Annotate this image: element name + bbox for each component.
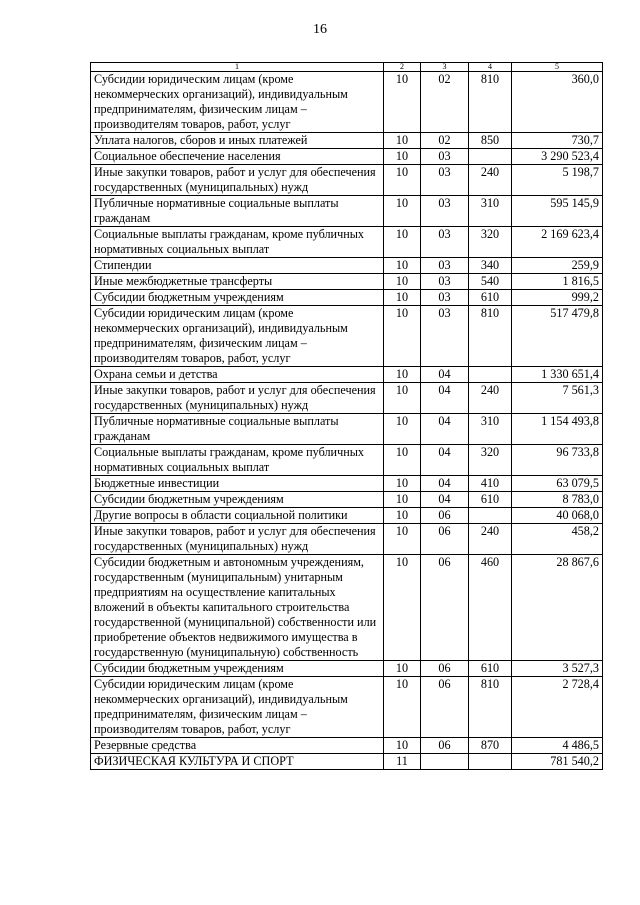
row-name: Публичные нормативные социальные выплаты гражданам	[91, 414, 384, 445]
row-expense-type: 870	[469, 738, 512, 754]
row-expense-type: 610	[469, 661, 512, 677]
row-subsection: 04	[421, 492, 469, 508]
row-section: 10	[384, 677, 421, 738]
row-section: 10	[384, 290, 421, 306]
row-name: Социальное обеспечение населения	[91, 149, 384, 165]
row-amount: 8 783,0	[512, 492, 603, 508]
row-subsection: 03	[421, 306, 469, 367]
table-row	[91, 274, 603, 290]
row-name: Субсидии бюджетным и автономным учреждениям, государственным (муниципальным) унитарным предприятиям на осуществление капитальных вложений в объекты капитального строительства государственной (муниципальной) собственности или приобретение объектов недвижимого имущества в государственную (муниципальную) собственность	[91, 555, 384, 661]
row-amount: 360,0	[512, 72, 603, 133]
table-row	[91, 258, 603, 274]
row-name: Иные закупки товаров, работ и услуг для обеспечения государственных (муниципальных) нужд	[91, 524, 384, 555]
row-amount: 3 527,3	[512, 661, 603, 677]
row-amount: 3 290 523,4	[512, 149, 603, 165]
row-expense-type: 240	[469, 524, 512, 555]
row-name: Стипендии	[91, 258, 384, 274]
row-section: 10	[384, 165, 421, 196]
table-row	[91, 133, 603, 149]
row-subsection: 03	[421, 227, 469, 258]
table-row	[91, 367, 603, 383]
row-expense-type: 320	[469, 445, 512, 476]
row-amount: 259,9	[512, 258, 603, 274]
row-name: ФИЗИЧЕСКАЯ КУЛЬТУРА И СПОРТ	[91, 754, 384, 770]
row-name: Субсидии юридическим лицам (кроме некоммерческих организаций), индивидуальным предпринимателям, физическим лицам – производителям товаров, работ, услуг	[91, 677, 384, 738]
row-subsection: 04	[421, 445, 469, 476]
row-amount: 40 068,0	[512, 508, 603, 524]
row-section: 10	[384, 196, 421, 227]
row-amount: 595 145,9	[512, 196, 603, 227]
row-expense-type: 540	[469, 274, 512, 290]
row-subsection: 03	[421, 165, 469, 196]
column-number-row	[91, 63, 603, 72]
table-row	[91, 306, 603, 367]
row-section: 10	[384, 661, 421, 677]
row-expense-type: 610	[469, 290, 512, 306]
table-row	[91, 492, 603, 508]
row-name: Уплата налогов, сборов и иных платежей	[91, 133, 384, 149]
row-name: Социальные выплаты гражданам, кроме публичных нормативных социальных выплат	[91, 227, 384, 258]
column-number: 2	[384, 63, 421, 72]
row-expense-type: 310	[469, 414, 512, 445]
row-subsection: 04	[421, 367, 469, 383]
row-amount: 517 479,8	[512, 306, 603, 367]
row-name: Публичные нормативные социальные выплаты гражданам	[91, 196, 384, 227]
table-row	[91, 149, 603, 165]
row-section: 10	[384, 133, 421, 149]
row-expense-type: 320	[469, 227, 512, 258]
row-expense-type	[469, 508, 512, 524]
row-name: Субсидии бюджетным учреждениям	[91, 290, 384, 306]
row-subsection: 02	[421, 72, 469, 133]
row-amount: 4 486,5	[512, 738, 603, 754]
table-row	[91, 508, 603, 524]
row-subsection: 04	[421, 383, 469, 414]
row-name: Другие вопросы в области социальной политики	[91, 508, 384, 524]
row-subsection	[421, 754, 469, 770]
row-name: Охрана семьи и детства	[91, 367, 384, 383]
row-expense-type: 610	[469, 492, 512, 508]
row-section: 10	[384, 306, 421, 367]
row-amount: 2 169 623,4	[512, 227, 603, 258]
row-name: Субсидии бюджетным учреждениям	[91, 661, 384, 677]
table-row	[91, 754, 603, 770]
row-amount: 458,2	[512, 524, 603, 555]
column-number: 1	[91, 63, 384, 72]
row-amount: 2 728,4	[512, 677, 603, 738]
row-expense-type: 810	[469, 677, 512, 738]
table-row	[91, 72, 603, 133]
table-header	[91, 63, 603, 72]
row-subsection: 04	[421, 476, 469, 492]
row-section: 10	[384, 445, 421, 476]
table-row	[91, 165, 603, 196]
table-row	[91, 414, 603, 445]
table-row	[91, 555, 603, 661]
row-subsection: 06	[421, 555, 469, 661]
row-amount: 781 540,2	[512, 754, 603, 770]
row-name: Иные закупки товаров, работ и услуг для обеспечения государственных (муниципальных) нужд	[91, 383, 384, 414]
row-expense-type	[469, 754, 512, 770]
row-name: Субсидии юридическим лицам (кроме некоммерческих организаций), индивидуальным предпринимателям, физическим лицам – производителям товаров, работ, услуг	[91, 72, 384, 133]
row-subsection: 06	[421, 738, 469, 754]
row-expense-type: 340	[469, 258, 512, 274]
row-amount: 730,7	[512, 133, 603, 149]
row-expense-type: 810	[469, 72, 512, 133]
row-name: Резервные средства	[91, 738, 384, 754]
row-amount: 1 816,5	[512, 274, 603, 290]
column-number: 4	[469, 63, 512, 72]
row-amount: 63 079,5	[512, 476, 603, 492]
row-subsection: 06	[421, 661, 469, 677]
table-row	[91, 290, 603, 306]
row-amount: 999,2	[512, 290, 603, 306]
row-amount: 5 198,7	[512, 165, 603, 196]
table-row	[91, 476, 603, 492]
row-subsection: 03	[421, 290, 469, 306]
row-section: 10	[384, 383, 421, 414]
row-amount: 28 867,6	[512, 555, 603, 661]
row-subsection: 03	[421, 274, 469, 290]
row-name: Иные закупки товаров, работ и услуг для обеспечения государственных (муниципальных) нужд	[91, 165, 384, 196]
table-body	[91, 72, 603, 770]
row-subsection: 03	[421, 149, 469, 165]
table-row	[91, 661, 603, 677]
table-row	[91, 445, 603, 476]
row-subsection: 06	[421, 524, 469, 555]
row-name: Субсидии бюджетным учреждениям	[91, 492, 384, 508]
row-section: 10	[384, 227, 421, 258]
row-amount: 96 733,8	[512, 445, 603, 476]
row-expense-type: 850	[469, 133, 512, 149]
table-row	[91, 383, 603, 414]
row-expense-type	[469, 149, 512, 165]
row-subsection: 04	[421, 414, 469, 445]
row-expense-type: 310	[469, 196, 512, 227]
row-expense-type: 410	[469, 476, 512, 492]
row-name: Социальные выплаты гражданам, кроме публичных нормативных социальных выплат	[91, 445, 384, 476]
row-expense-type: 810	[469, 306, 512, 367]
row-section: 10	[384, 508, 421, 524]
page-number: 16	[313, 22, 327, 37]
table-row	[91, 196, 603, 227]
row-section: 10	[384, 476, 421, 492]
row-section: 10	[384, 492, 421, 508]
column-number: 5	[512, 63, 603, 72]
row-section: 10	[384, 524, 421, 555]
row-expense-type: 460	[469, 555, 512, 661]
row-amount: 1 154 493,8	[512, 414, 603, 445]
row-section: 10	[384, 414, 421, 445]
row-expense-type: 240	[469, 165, 512, 196]
row-subsection: 03	[421, 258, 469, 274]
row-section: 10	[384, 149, 421, 165]
row-section: 10	[384, 274, 421, 290]
table-row	[91, 524, 603, 555]
row-section: 10	[384, 258, 421, 274]
row-section: 11	[384, 754, 421, 770]
row-subsection: 02	[421, 133, 469, 149]
row-amount: 7 561,3	[512, 383, 603, 414]
row-name: Субсидии юридическим лицам (кроме некоммерческих организаций), индивидуальным предпринимателям, физическим лицам – производителям товаров, работ, услуг	[91, 306, 384, 367]
row-subsection: 03	[421, 196, 469, 227]
row-expense-type	[469, 367, 512, 383]
table-row	[91, 677, 603, 738]
row-name: Иные межбюджетные трансферты	[91, 274, 384, 290]
column-number: 3	[421, 63, 469, 72]
budget-table	[90, 62, 603, 770]
row-subsection: 06	[421, 677, 469, 738]
row-section: 10	[384, 738, 421, 754]
table-row	[91, 227, 603, 258]
table-row	[91, 738, 603, 754]
row-name: Бюджетные инвестиции	[91, 476, 384, 492]
row-expense-type: 240	[469, 383, 512, 414]
row-amount: 1 330 651,4	[512, 367, 603, 383]
row-section: 10	[384, 555, 421, 661]
row-section: 10	[384, 72, 421, 133]
row-subsection: 06	[421, 508, 469, 524]
row-section: 10	[384, 367, 421, 383]
